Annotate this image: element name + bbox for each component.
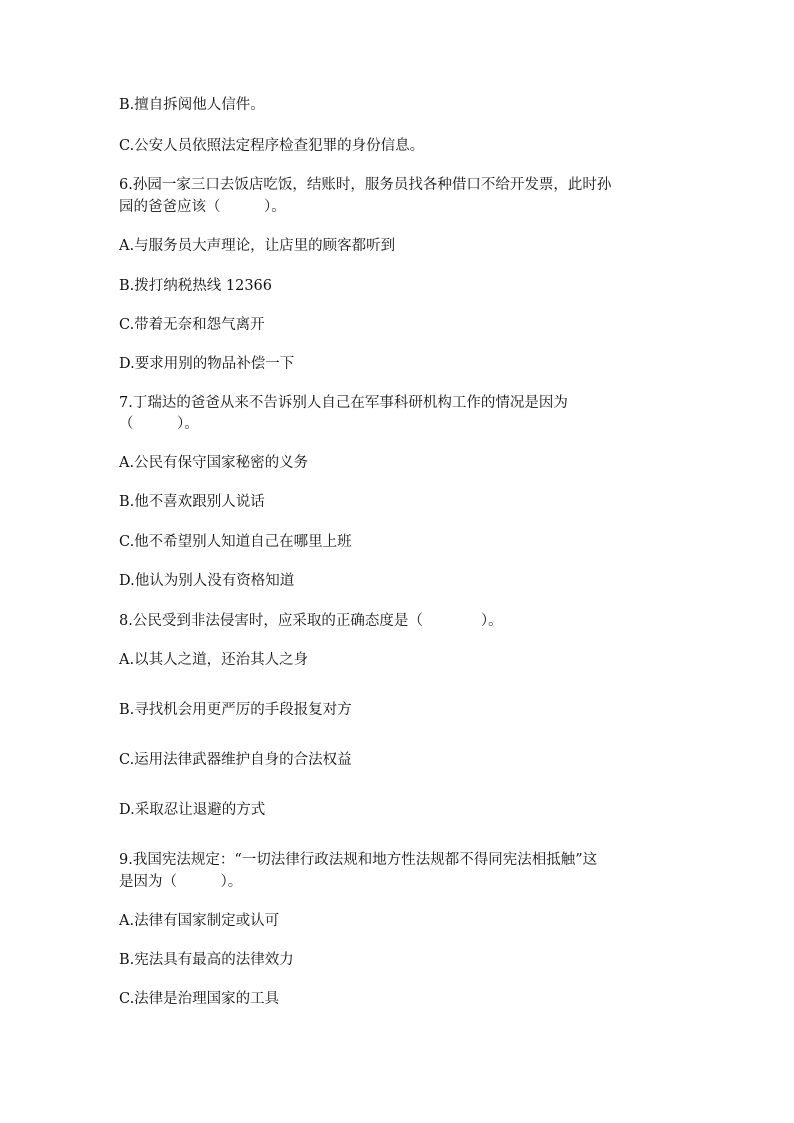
question-6-line-1: 6.孙园一家三口去饭店吃饭，结账时，服务员找各种借口不给开发票，此时孙	[119, 177, 612, 193]
question-7-line-1: 7.丁瑞达的爸爸从来不告诉别人自己在军事科研机构工作的情况是因为	[119, 395, 568, 411]
option-b-6: B.拨打纳税热线 12366	[119, 278, 272, 294]
question-6-line-2: 园的爸爸应该（ ）。	[119, 199, 286, 215]
question-9-line-2: 是因为（ ）。	[119, 874, 243, 890]
option-b-5: B.擅自拆阅他人信件。	[119, 97, 265, 113]
option-c-9: C.法律是治理国家的工具	[119, 991, 280, 1007]
option-d-6: D.要求用别的物品补偿一下	[119, 356, 295, 372]
option-a-7: A.公民有保守国家秘密的义务	[119, 455, 309, 471]
question-8: 8.公民受到非法侵害时，应采取的正确态度是（ ）。	[119, 613, 503, 629]
option-a-6: A.与服务员大声理论，让店里的顾客都听到	[119, 238, 396, 254]
option-d-8: D.采取忍让退避的方式	[119, 802, 266, 818]
option-a-8: A.以其人之道，还治其人之身	[119, 652, 309, 668]
option-b-9: B.宪法具有最高的法律效力	[119, 952, 294, 968]
option-d-7: D.他认为别人没有资格知道	[119, 573, 295, 589]
question-7-line-2: （ ）。	[119, 416, 199, 432]
option-b-7: B.他不喜欢跟别人说话	[119, 494, 265, 510]
option-c-7: C.他不希望别人知道自己在哪里上班	[119, 534, 352, 550]
option-a-9: A.法律有国家制定或认可	[119, 913, 280, 929]
option-c-8: C.运用法律武器维护自身的合法权益	[119, 752, 352, 768]
question-9-line-1: 9.我国宪法规定：“一切法律行政法规和地方性法规都不得同宪法相抵触”这	[119, 852, 598, 868]
option-c-6: C.带着无奈和怨气离开	[119, 317, 265, 333]
option-c-5: C.公安人员依照法定程序检查犯罪的身份信息。	[119, 138, 425, 154]
option-b-8: B.寻找机会用更严厉的手段报复对方	[119, 702, 352, 718]
